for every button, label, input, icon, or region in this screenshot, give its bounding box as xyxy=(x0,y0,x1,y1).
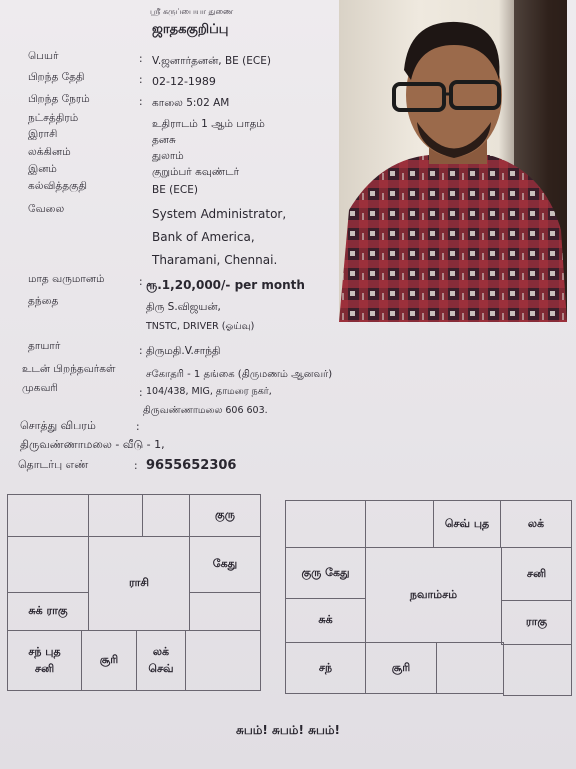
rasi-cell-left-lower: சுக் ராகு xyxy=(7,592,89,631)
lagnam-value: துலாம் xyxy=(152,150,184,162)
colon: : xyxy=(134,460,138,472)
property-line: திருவண்ணாமலை - வீடு - 1, xyxy=(20,438,165,451)
colon: : xyxy=(139,53,143,65)
mother-value: திருமதி.V.சாந்தி xyxy=(146,345,221,357)
person-photo-icon xyxy=(339,0,567,322)
siblings-value: சகோதரி - 1 தங்கை (திருமணம் ஆனவர்) xyxy=(146,369,333,380)
navamsa-cell xyxy=(285,500,366,548)
navamsa-cell xyxy=(503,644,572,696)
community-value: குறும்பர் கவுண்டர் xyxy=(152,166,240,178)
navamsa-cell xyxy=(436,642,504,694)
contact-value: 9655652306 xyxy=(146,458,237,473)
rasi-cell xyxy=(142,494,190,537)
name-value: V.ஜனார்தனன், BE (ECE) xyxy=(152,55,271,67)
job-label: வேலை xyxy=(28,203,65,215)
rasi-cell-top-right: குரு xyxy=(189,494,261,537)
colon: : xyxy=(139,345,143,357)
name-label: பெயர் xyxy=(28,50,59,62)
star-value: உதிராடம் 1 ஆம் பாதம் xyxy=(152,118,265,130)
property-label: சொத்து விபரம் xyxy=(20,419,96,432)
navamsa-cell-top-right: லக் xyxy=(500,500,572,548)
colon: : xyxy=(139,74,143,86)
star-label: நட்சத்திரம் xyxy=(28,112,79,124)
rasi-cell xyxy=(88,494,143,537)
father-name: திரு S.விஜயன், xyxy=(146,301,221,313)
education-label: கல்வித்தகுதி xyxy=(28,180,87,192)
page-title: ஜாதககுறிப்பு xyxy=(152,22,229,37)
rasi-cell-bottom-mid-right: லக் செவ் xyxy=(136,630,186,691)
address-line-1: 104/438, MIG, தாமரை நகர், xyxy=(146,386,272,397)
job-line-3: Tharamani, Chennai. xyxy=(152,253,278,267)
profile-photo xyxy=(339,0,567,322)
education-value: BE (ECE) xyxy=(152,184,198,196)
contact-label: தொடர்பு எண் xyxy=(18,458,89,471)
colon: : xyxy=(139,276,143,288)
birth-time-value: காலை 5:02 AM xyxy=(152,97,230,109)
father-job: TNSTC, DRIVER (ஓய்வு) xyxy=(146,321,255,332)
job-line-2: Bank of America, xyxy=(152,230,255,244)
rasi-center: ராசி xyxy=(88,536,190,631)
rasi-cell-bottom-left: சந் புத சனி xyxy=(7,630,82,691)
address-label: முகவரி xyxy=(22,382,58,394)
navamsa-cell xyxy=(365,500,434,548)
mother-label: தாயார் xyxy=(28,340,61,352)
colon: : xyxy=(139,387,143,399)
rasi-cell xyxy=(7,494,89,537)
navamsa-cell-left-lower: சுக் xyxy=(285,598,366,643)
siblings-label: உடன் பிறந்தவர்கள் xyxy=(22,363,116,375)
rasi-label: இராசி xyxy=(28,128,58,140)
navamsa-cell-left-upper: குரு கேது xyxy=(285,547,366,599)
lagnam-label: லக்கினம் xyxy=(28,146,71,158)
father-label: தந்தை xyxy=(28,295,59,307)
address-line-2: திருவண்ணாமலை 606 603. xyxy=(143,405,268,416)
rasi-cell-bottom-mid-left: சூரி xyxy=(81,630,137,691)
colon: : xyxy=(139,96,143,108)
community-label: இனம் xyxy=(28,163,57,175)
navamsa-cell-bottom-left: சந் xyxy=(285,642,366,694)
job-line-1: System Administrator, xyxy=(152,207,287,221)
dob-label: பிறந்த தேதி xyxy=(28,71,85,83)
navamsa-cell-right-upper: சனி xyxy=(501,547,572,601)
footer-blessing: சுபம்! சுபம்! சுபம்! xyxy=(235,723,340,737)
navamsa-cell-top-mid-right: செவ் புத xyxy=(433,500,501,548)
rasi-value: தனசு xyxy=(152,134,176,146)
rasi-cell xyxy=(189,592,261,631)
rasi-cell xyxy=(7,536,89,593)
invocation-text: ஸ்ரீ கருப்பையா துணை xyxy=(150,7,234,16)
navamsa-cell-bottom-mid-left: சூரி xyxy=(365,642,437,694)
income-label: மாத வருமானம் xyxy=(28,273,105,285)
colon: : xyxy=(136,421,140,433)
dob-value: 02-12-1989 xyxy=(152,75,216,88)
navamsa-center: நவாம்சம் xyxy=(365,547,502,643)
birth-time-label: பிறந்த நேரம் xyxy=(28,93,90,105)
income-value: ரூ.1,20,000/- per month xyxy=(146,278,305,292)
rasi-cell xyxy=(185,630,261,691)
navamsa-cell-right-lower: ராகு xyxy=(501,600,572,645)
rasi-cell-right-upper: கேது xyxy=(189,536,261,593)
